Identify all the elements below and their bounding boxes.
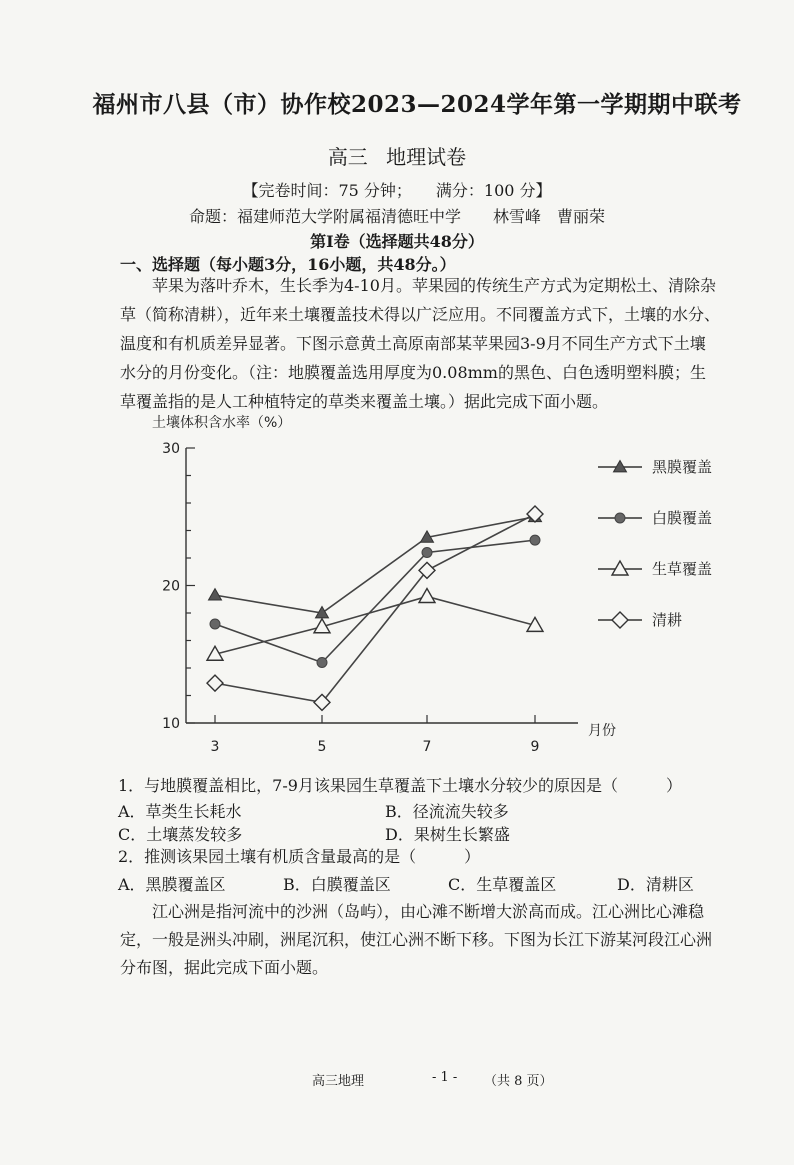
passage-line: 分布图，据此完成下面小题。 bbox=[120, 958, 329, 977]
q1-option-d: D．果树生长繁盛 bbox=[385, 825, 510, 844]
q1-option-b: B．径流流失较多 bbox=[385, 802, 509, 821]
passage-line: 江心洲是指河流中的沙洲（岛屿），由心滩不断增大淤高而成。江心洲比心滩稳 bbox=[152, 902, 705, 921]
legend-label: 生草覆盖 bbox=[652, 560, 713, 578]
y-tick-label: 30 bbox=[162, 441, 180, 457]
intro-line: 水分的月份变化。（注：地膜覆盖选用厚度为0.08mm的黑色、白色透明塑料膜；生 bbox=[120, 363, 706, 382]
legend-marker bbox=[612, 612, 628, 628]
intro-paragraph bbox=[120, 271, 768, 416]
data-point bbox=[422, 548, 432, 558]
intro-line: 草覆盖指的是人工种植特定的草类来覆盖土壤。）据此完成下面小题。 bbox=[120, 392, 609, 411]
q1-option-c: C．土壤蒸发较多 bbox=[118, 825, 243, 844]
y-tick-label: 20 bbox=[162, 578, 180, 595]
question-2-stem: 2．推测该果园土壤有机质含量最高的是（ ） bbox=[118, 847, 481, 866]
data-point bbox=[419, 589, 435, 603]
x-tick-label: 7 bbox=[422, 739, 432, 755]
legend-marker bbox=[614, 461, 627, 472]
passage-2 bbox=[120, 898, 768, 982]
y-axis-title: 土壤体积含水率（%） bbox=[152, 415, 292, 431]
exam-title: 福州市八县（市）协作校2023—2024学年第一学期期中联考 bbox=[92, 91, 742, 118]
x-axis-title: 月份 bbox=[588, 723, 616, 739]
data-point bbox=[530, 535, 540, 545]
x-tick-label: 9 bbox=[530, 739, 540, 755]
footer-page-number: - 1 - bbox=[432, 1070, 458, 1085]
data-point bbox=[209, 589, 222, 600]
series-line-3 bbox=[215, 597, 535, 655]
subject-label: 地理试卷 bbox=[386, 145, 467, 169]
time-info: 【完卷时间：75 分钟； 满分：100 分】 bbox=[242, 181, 552, 200]
data-point bbox=[419, 562, 435, 578]
footer-total-pages: （共 8 页） bbox=[484, 1074, 553, 1089]
legend-label: 黑膜覆盖 bbox=[652, 458, 713, 476]
volume-heading: 第Ⅰ卷（选择题共48分） bbox=[310, 232, 484, 251]
question-1-stem: 1．与地膜覆盖相比，7-9月该果园生草覆盖下土壤水分较少的原因是（ ） bbox=[118, 776, 682, 795]
passage-line: 定，一般是洲头冲刷，洲尾沉积，使江心洲不断下移。下图为长江下游某河段江心洲 bbox=[120, 930, 713, 949]
x-tick-label: 5 bbox=[317, 739, 327, 755]
q2-option-d: D．清耕区 bbox=[617, 875, 694, 894]
data-point bbox=[210, 619, 220, 629]
section-title: 一、选择题（每小题3分，16小题，共48分。） bbox=[120, 255, 456, 274]
q2-option-c: C．生草覆盖区 bbox=[448, 875, 557, 894]
data-point bbox=[314, 694, 330, 710]
grade-label: 高三 bbox=[327, 145, 368, 169]
q2-option-a: A．黑膜覆盖区 bbox=[118, 875, 226, 894]
legend-marker bbox=[612, 561, 628, 575]
legend-label: 白膜覆盖 bbox=[652, 509, 713, 527]
q2-option-b: B．白膜覆盖区 bbox=[283, 875, 391, 894]
x-tick-label: 3 bbox=[210, 739, 220, 755]
authors-line: 命题：福建师范大学附属福清德旺中学 林雪峰 曹丽荣 bbox=[188, 207, 605, 226]
legend-label: 清耕 bbox=[652, 611, 683, 629]
exam-subtitle bbox=[0, 141, 794, 170]
data-point bbox=[317, 658, 327, 668]
series-line-1 bbox=[215, 517, 535, 613]
legend-marker bbox=[615, 513, 625, 523]
intro-line: 温度和有机质差异显著。下图示意黄土高原南部某苹果园3-9月不同生产方式下土壤 bbox=[120, 334, 706, 353]
y-tick-label: 10 bbox=[162, 716, 180, 732]
footer-subject: 高三地理 bbox=[312, 1074, 365, 1089]
soil-moisture-chart bbox=[140, 405, 713, 755]
series-line-2 bbox=[215, 540, 535, 662]
intro-line: 草（简称清耕），近年来土壤覆盖技术得以广泛应用。不同覆盖方式下，土壤的水分、 bbox=[120, 305, 721, 324]
series-line-4 bbox=[215, 514, 535, 702]
intro-line: 苹果为落叶乔木，生长季为4-10月。苹果园的传统生产方式为定期松土、清除杂 bbox=[152, 276, 716, 295]
q1-option-a: A．草类生长耗水 bbox=[118, 802, 242, 821]
data-point bbox=[207, 675, 223, 691]
